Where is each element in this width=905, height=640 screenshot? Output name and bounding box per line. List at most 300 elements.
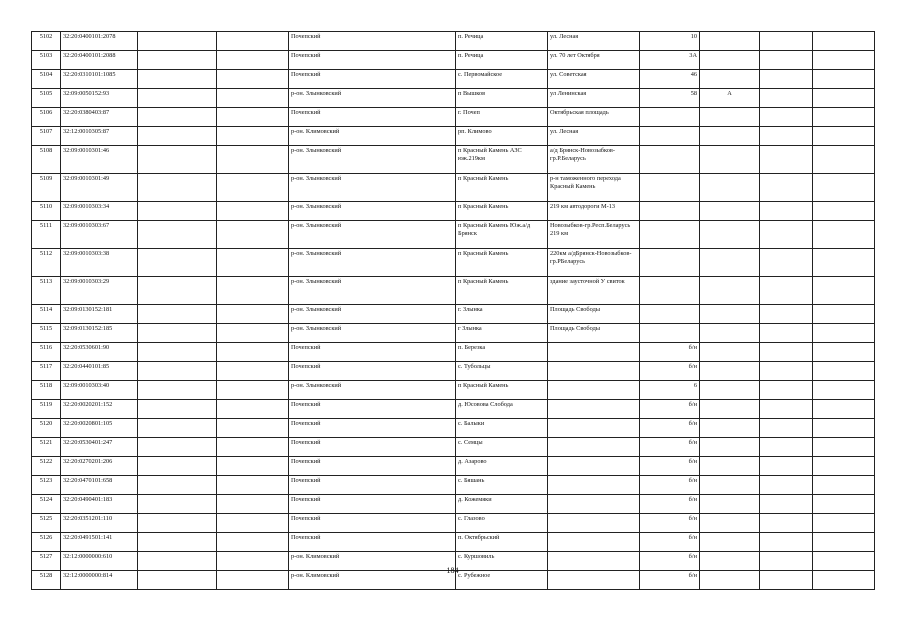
cadastral-number-cell: 32:20:0270201:206 (61, 457, 138, 476)
house-number-cell: б/н (640, 552, 700, 571)
row-number-cell: 5106 (32, 108, 61, 127)
row-number-cell: 5103 (32, 51, 61, 70)
table-row (32, 381, 875, 400)
row-number-cell: 5118 (32, 381, 61, 400)
cadastral-number-cell: 32:09:0010301:46 (61, 146, 138, 174)
district-cell: р-он. Злынковский (289, 221, 456, 249)
empty-cell (813, 146, 875, 174)
district-cell: Почепский (289, 400, 456, 419)
empty-cell (138, 305, 217, 324)
empty-cell (138, 400, 217, 419)
district-cell: Почепский (289, 362, 456, 381)
settlement-cell: п Красный Камень (456, 174, 548, 202)
house-number-cell: б/н (640, 571, 700, 590)
settlement-cell: п. Речица (456, 51, 548, 70)
street-cell: р-н таможенного перехода Красный Камень (548, 174, 640, 202)
settlement-cell: п Красный Камень (456, 381, 548, 400)
cadastral-number-cell: 32:09:0130152:181 (61, 305, 138, 324)
empty-cell (217, 89, 289, 108)
cadastral-number-cell: 32:09:0010303:29 (61, 277, 138, 305)
empty-cell (813, 249, 875, 277)
empty-cell (138, 127, 217, 146)
empty-cell (217, 277, 289, 305)
row-number-cell: 5121 (32, 438, 61, 457)
house-letter-cell (700, 70, 760, 89)
table-row (32, 533, 875, 552)
empty-cell (760, 457, 813, 476)
house-number-cell (640, 305, 700, 324)
empty-cell (217, 419, 289, 438)
district-cell: р-он. Климовский (289, 571, 456, 590)
empty-cell (813, 400, 875, 419)
house-number-cell: б/н (640, 457, 700, 476)
table-row (32, 202, 875, 221)
house-number-cell: 3А (640, 51, 700, 70)
house-number-cell: 58 (640, 89, 700, 108)
street-cell (548, 400, 640, 419)
empty-cell (760, 343, 813, 362)
street-cell (548, 362, 640, 381)
empty-cell (217, 249, 289, 277)
row-number-cell: 5116 (32, 343, 61, 362)
empty-cell (138, 202, 217, 221)
empty-cell (760, 514, 813, 533)
empty-cell (760, 476, 813, 495)
street-cell (548, 343, 640, 362)
street-cell (548, 419, 640, 438)
table-row (32, 362, 875, 381)
table-row (32, 174, 875, 202)
empty-cell (813, 202, 875, 221)
empty-cell (760, 419, 813, 438)
street-cell (548, 438, 640, 457)
district-cell: р-он. Злынковский (289, 324, 456, 343)
cadastral-number-cell: 32:20:0440101:85 (61, 362, 138, 381)
registry-table (31, 31, 875, 590)
table-row (32, 127, 875, 146)
district-cell: Почепский (289, 476, 456, 495)
row-number-cell: 5125 (32, 514, 61, 533)
district-cell: Почепский (289, 32, 456, 51)
settlement-cell: д. Кожемяки (456, 495, 548, 514)
empty-cell (138, 495, 217, 514)
table-row (32, 32, 875, 51)
street-cell: ул. Лесная (548, 127, 640, 146)
settlement-cell: п. Речица (456, 32, 548, 51)
cadastral-number-cell: 32:20:0020201:152 (61, 400, 138, 419)
empty-cell (760, 108, 813, 127)
empty-cell (813, 305, 875, 324)
empty-cell (217, 457, 289, 476)
settlement-cell: с. Рубежное (456, 571, 548, 590)
street-cell: Площадь Свободы (548, 324, 640, 343)
street-cell: ул Ленинская (548, 89, 640, 108)
row-number-cell: 5117 (32, 362, 61, 381)
settlement-cell: г. Почеп (456, 108, 548, 127)
district-cell: Почепский (289, 514, 456, 533)
empty-cell (813, 476, 875, 495)
empty-cell (217, 438, 289, 457)
empty-cell (813, 438, 875, 457)
settlement-cell: г Злынка (456, 324, 548, 343)
empty-cell (217, 362, 289, 381)
cadastral-number-cell: 32:09:0010303:40 (61, 381, 138, 400)
street-cell: Площадь Свободы (548, 305, 640, 324)
settlement-cell: п. Октябрьский (456, 533, 548, 552)
house-letter-cell (700, 305, 760, 324)
row-number-cell: 5120 (32, 419, 61, 438)
empty-cell (217, 324, 289, 343)
street-cell: Новозыбков-гр.Респ.Беларусь 219 км (548, 221, 640, 249)
house-number-cell (640, 127, 700, 146)
empty-cell (138, 476, 217, 495)
house-letter-cell (700, 381, 760, 400)
cadastral-number-cell: 32:09:0130152:185 (61, 324, 138, 343)
row-number-cell: 5127 (32, 552, 61, 571)
district-cell: Почепский (289, 343, 456, 362)
row-number-cell: 5123 (32, 476, 61, 495)
house-number-cell: б/н (640, 438, 700, 457)
empty-cell (138, 146, 217, 174)
empty-cell (217, 32, 289, 51)
empty-cell (217, 381, 289, 400)
empty-cell (760, 533, 813, 552)
house-number-cell: б/н (640, 343, 700, 362)
settlement-cell: п Вышков (456, 89, 548, 108)
table-row (32, 457, 875, 476)
cadastral-number-cell: 32:20:0490401:183 (61, 495, 138, 514)
house-letter-cell (700, 457, 760, 476)
settlement-cell: с. Куршовиль (456, 552, 548, 571)
district-cell: Почепский (289, 419, 456, 438)
district-cell: Почепский (289, 495, 456, 514)
row-number-cell: 5102 (32, 32, 61, 51)
empty-cell (760, 495, 813, 514)
table-row (32, 400, 875, 419)
table-row (32, 51, 875, 70)
district-cell: р-он. Злынковский (289, 305, 456, 324)
empty-cell (813, 127, 875, 146)
table-row (32, 277, 875, 305)
empty-cell (217, 127, 289, 146)
street-cell: ул. Лесная (548, 32, 640, 51)
district-cell: Почепский (289, 457, 456, 476)
row-number-cell: 5124 (32, 495, 61, 514)
empty-cell (760, 89, 813, 108)
empty-cell (760, 51, 813, 70)
row-number-cell: 5109 (32, 174, 61, 202)
house-number-cell: 10 (640, 32, 700, 51)
district-cell: р-он. Климовский (289, 127, 456, 146)
empty-cell (217, 305, 289, 324)
house-letter-cell (700, 127, 760, 146)
empty-cell (813, 70, 875, 89)
row-number-cell: 5115 (32, 324, 61, 343)
empty-cell (138, 457, 217, 476)
house-letter-cell (700, 174, 760, 202)
house-letter-cell (700, 277, 760, 305)
table-row (32, 495, 875, 514)
empty-cell (760, 249, 813, 277)
district-cell: Почепский (289, 70, 456, 89)
empty-cell (217, 202, 289, 221)
row-number-cell: 5128 (32, 571, 61, 590)
empty-cell (813, 51, 875, 70)
empty-cell (760, 362, 813, 381)
street-cell: ул. Советская (548, 70, 640, 89)
house-number-cell (640, 249, 700, 277)
empty-cell (760, 277, 813, 305)
empty-cell (813, 495, 875, 514)
house-number-cell: б/н (640, 533, 700, 552)
cadastral-number-cell: 32:20:0310101:1085 (61, 70, 138, 89)
empty-cell (138, 249, 217, 277)
street-cell: ул. 70 лет Октября (548, 51, 640, 70)
empty-cell (760, 70, 813, 89)
house-letter-cell (700, 146, 760, 174)
settlement-cell: д. Азарово (456, 457, 548, 476)
street-cell (548, 533, 640, 552)
cadastral-number-cell: 32:12:0000000:610 (61, 552, 138, 571)
row-number-cell: 5122 (32, 457, 61, 476)
house-number-cell: б/н (640, 495, 700, 514)
cadastral-number-cell: 32:12:0000000:814 (61, 571, 138, 590)
row-number-cell: 5114 (32, 305, 61, 324)
house-letter-cell (700, 362, 760, 381)
district-cell: Почепский (289, 438, 456, 457)
street-cell: 219 км автодороги М-13 (548, 202, 640, 221)
table-row (32, 438, 875, 457)
house-number-cell (640, 324, 700, 343)
district-cell: р-он. Злынковский (289, 249, 456, 277)
row-number-cell: 5119 (32, 400, 61, 419)
empty-cell (813, 533, 875, 552)
cadastral-number-cell: 32:09:0010303:67 (61, 221, 138, 249)
empty-cell (217, 400, 289, 419)
table-row (32, 476, 875, 495)
empty-cell (760, 127, 813, 146)
settlement-cell: д. Юсовова Слобода (456, 400, 548, 419)
empty-cell (138, 51, 217, 70)
cadastral-number-cell: 32:09:0010303:38 (61, 249, 138, 277)
empty-cell (813, 457, 875, 476)
row-number-cell: 5104 (32, 70, 61, 89)
empty-cell (813, 381, 875, 400)
house-letter-cell: А (700, 89, 760, 108)
empty-cell (760, 146, 813, 174)
empty-cell (217, 343, 289, 362)
empty-cell (217, 476, 289, 495)
empty-cell (760, 202, 813, 221)
empty-cell (760, 324, 813, 343)
district-cell: р-он. Злынковский (289, 146, 456, 174)
cadastral-number-cell: 32:20:0380403:87 (61, 108, 138, 127)
empty-cell (138, 438, 217, 457)
district-cell: Почепский (289, 108, 456, 127)
house-number-cell: 46 (640, 70, 700, 89)
table-row (32, 221, 875, 249)
empty-cell (813, 324, 875, 343)
table-row (32, 419, 875, 438)
house-letter-cell (700, 202, 760, 221)
street-cell (548, 495, 640, 514)
district-cell: р-он. Злынковский (289, 277, 456, 305)
house-letter-cell (700, 533, 760, 552)
empty-cell (138, 174, 217, 202)
cadastral-number-cell: 32:20:0351201:110 (61, 514, 138, 533)
house-number-cell (640, 221, 700, 249)
empty-cell (138, 89, 217, 108)
house-number-cell: б/н (640, 476, 700, 495)
empty-cell (813, 514, 875, 533)
empty-cell (760, 381, 813, 400)
table-row (32, 343, 875, 362)
house-letter-cell (700, 476, 760, 495)
empty-cell (813, 108, 875, 127)
house-letter-cell (700, 51, 760, 70)
house-number-cell (640, 174, 700, 202)
empty-cell (217, 108, 289, 127)
empty-cell (138, 32, 217, 51)
empty-cell (138, 70, 217, 89)
street-cell: здание заусточной У свиток (548, 277, 640, 305)
house-number-cell: б/н (640, 514, 700, 533)
settlement-cell: п Красный Камень (456, 277, 548, 305)
cadastral-number-cell: 32:20:0470101:658 (61, 476, 138, 495)
settlement-cell: с. Тубольцы (456, 362, 548, 381)
empty-cell (138, 419, 217, 438)
empty-cell (813, 221, 875, 249)
house-number-cell (640, 277, 700, 305)
street-cell (548, 457, 640, 476)
house-letter-cell (700, 514, 760, 533)
empty-cell (813, 277, 875, 305)
empty-cell (217, 221, 289, 249)
table-body (32, 32, 875, 590)
empty-cell (138, 533, 217, 552)
empty-cell (138, 343, 217, 362)
empty-cell (217, 146, 289, 174)
settlement-cell: с. Бяшань (456, 476, 548, 495)
row-number-cell: 5126 (32, 533, 61, 552)
house-number-cell: б/н (640, 362, 700, 381)
empty-cell (217, 533, 289, 552)
settlement-cell: с. Глазово (456, 514, 548, 533)
district-cell: р-он. Злынковский (289, 381, 456, 400)
house-number-cell: б/н (640, 400, 700, 419)
cadastral-number-cell: 32:09:0010303:34 (61, 202, 138, 221)
empty-cell (138, 381, 217, 400)
table-row (32, 324, 875, 343)
empty-cell (760, 438, 813, 457)
empty-cell (760, 32, 813, 51)
row-number-cell: 5110 (32, 202, 61, 221)
empty-cell (813, 362, 875, 381)
house-number-cell (640, 108, 700, 127)
table-row (32, 305, 875, 324)
empty-cell (217, 70, 289, 89)
settlement-cell: г. Злынка (456, 305, 548, 324)
empty-cell (138, 362, 217, 381)
street-cell (548, 514, 640, 533)
district-cell: р-он. Злынковский (289, 89, 456, 108)
cadastral-number-cell: 32:20:0530601:90 (61, 343, 138, 362)
house-letter-cell (700, 343, 760, 362)
house-letter-cell (700, 32, 760, 51)
settlement-cell: п. Березка (456, 343, 548, 362)
cadastral-number-cell: 32:20:0400101:2088 (61, 51, 138, 70)
house-letter-cell (700, 495, 760, 514)
empty-cell (138, 514, 217, 533)
settlement-cell: с. Балыки (456, 419, 548, 438)
empty-cell (813, 32, 875, 51)
settlement-cell: п Красный Камень (456, 202, 548, 221)
house-number-cell (640, 202, 700, 221)
street-cell: 220км а/дБрянск-Новозыбков-гр.РБеларусь (548, 249, 640, 277)
page-number: 184 (446, 566, 459, 575)
street-cell: а/д Брянск-Новозыбков-гр.Р.Беларусь (548, 146, 640, 174)
empty-cell (217, 514, 289, 533)
cadastral-number-cell: 32:09:0050152:93 (61, 89, 138, 108)
house-letter-cell (700, 108, 760, 127)
cadastral-number-cell: 32:12:0010305:87 (61, 127, 138, 146)
empty-cell (813, 174, 875, 202)
empty-cell (813, 89, 875, 108)
street-cell: Октябрьская площадь (548, 108, 640, 127)
empty-cell (138, 221, 217, 249)
empty-cell (813, 343, 875, 362)
district-cell: р-он. Злынковский (289, 174, 456, 202)
empty-cell (760, 221, 813, 249)
settlement-cell: п Красный Камень АЗС юж.219км (456, 146, 548, 174)
street-cell (548, 381, 640, 400)
row-number-cell: 5112 (32, 249, 61, 277)
cadastral-number-cell: 32:20:0400101:2078 (61, 32, 138, 51)
house-letter-cell (700, 324, 760, 343)
table-row (32, 146, 875, 174)
table-row (32, 249, 875, 277)
street-cell (548, 476, 640, 495)
table-row (32, 514, 875, 533)
cadastral-number-cell: 32:20:0530401:247 (61, 438, 138, 457)
empty-cell (138, 108, 217, 127)
house-letter-cell (700, 249, 760, 277)
settlement-cell: п Красный Камень (456, 249, 548, 277)
row-number-cell: 5107 (32, 127, 61, 146)
house-letter-cell (700, 221, 760, 249)
empty-cell (813, 419, 875, 438)
empty-cell (217, 174, 289, 202)
cadastral-number-cell: 32:20:0491501:141 (61, 533, 138, 552)
cadastral-number-cell: 32:20:0020801:105 (61, 419, 138, 438)
house-letter-cell (700, 438, 760, 457)
district-cell: Почепский (289, 533, 456, 552)
settlement-cell: с. Семцы (456, 438, 548, 457)
row-number-cell: 5105 (32, 89, 61, 108)
district-cell: р-он. Злынковский (289, 202, 456, 221)
empty-cell (760, 174, 813, 202)
district-cell: Почепский (289, 51, 456, 70)
empty-cell (138, 277, 217, 305)
empty-cell (138, 324, 217, 343)
row-number-cell: 5108 (32, 146, 61, 174)
settlement-cell: рп. Климово (456, 127, 548, 146)
cadastral-number-cell: 32:09:0010301:49 (61, 174, 138, 202)
house-number-cell: 6 (640, 381, 700, 400)
table-row (32, 70, 875, 89)
row-number-cell: 5113 (32, 277, 61, 305)
house-letter-cell (700, 400, 760, 419)
